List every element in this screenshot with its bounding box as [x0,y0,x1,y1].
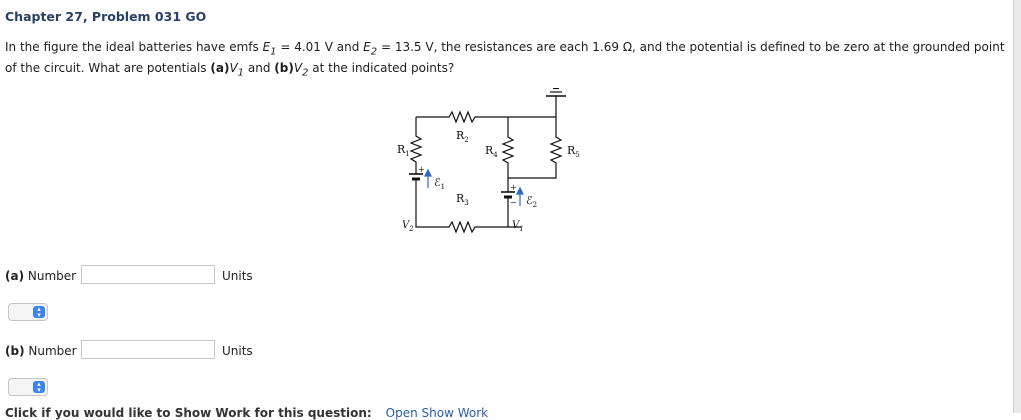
answer-a-text: Number [24,269,77,283]
question-text-part: at the indicated points? [308,61,455,76]
answer-b-units-select[interactable] [8,378,48,396]
emf2-label: ℰ$_2$ [526,194,538,209]
v2-label: $V_2$ [402,220,414,233]
v1-subscript: 1 [237,67,245,79]
right-wire [543,117,561,178]
answer-b-text: Number [24,344,77,358]
r1-label: $R_1$ [397,143,410,158]
answer-b-label [5,344,81,358]
question-text-part: In the figure the ideal batteries have emfs [5,40,263,54]
battery1-plus: + [418,165,425,174]
r2-label: $R_2$ [456,129,469,144]
emf2-subscript: 2 [370,46,378,58]
part-a-marker: (a) [210,61,230,76]
answer-b-part: (b) [5,344,25,358]
emf1-arrowhead [425,170,431,176]
question-text-part: = 4.01 V and [276,40,364,54]
part-b-marker: (b) [274,61,294,76]
battery2-minus: − [510,198,517,207]
open-show-work-link[interactable]: Open Show Work [385,406,489,420]
answer-a-units-select[interactable] [8,303,48,321]
v1-label: $V_1$ [512,220,524,233]
v2-symbol: V [293,61,303,76]
window-right-border [1013,0,1021,413]
circuit-diagram [386,88,586,236]
answer-b-number-input[interactable] [81,340,215,359]
question-text-part: and [244,61,275,76]
v2-subscript: 2 [302,67,309,79]
emf1-subscript: 1 [270,46,277,58]
middle-wire [503,117,513,192]
problem-title: Chapter 27, Problem 031 GO [5,9,207,24]
r5-label: $R_5$ [567,144,580,159]
answer-a-units-label: Units [222,269,253,283]
question-text-part: = 13.5 V, the resistances are each 1.69 Ω, and the potential is defined to be zero at the grounded point of the circuit. What are potentials [5,40,1005,76]
answer-a-number-input[interactable] [81,265,215,284]
left-wire-lower [416,179,508,232]
chevron-updown-icon: ▴ ▾ [33,381,45,393]
emf1-label: ℰ$_1$ [434,176,446,191]
v1-symbol: V [229,61,238,76]
answer-a-row [5,265,265,287]
emf2-arrowhead [517,188,523,194]
answer-a-part: (a) [5,269,25,283]
r4-label: $R_4$ [485,144,498,159]
top-wire [416,112,556,122]
circuit-wires [409,89,566,233]
answer-b-units-label: Units [222,344,253,358]
emf1-symbol: E [262,40,271,54]
chevron-updown-icon: ▴ ▾ [33,306,45,318]
show-work-prompt [5,406,488,420]
battery2-plus: + [510,183,517,192]
show-work-text: Click if you would like to Show Work for this question: [5,406,372,420]
question-text [5,39,1005,82]
r3-label: $R_3$ [456,192,469,207]
answer-a-label [5,269,81,283]
answer-b-row [5,340,265,362]
emf2-symbol: E [363,40,371,54]
